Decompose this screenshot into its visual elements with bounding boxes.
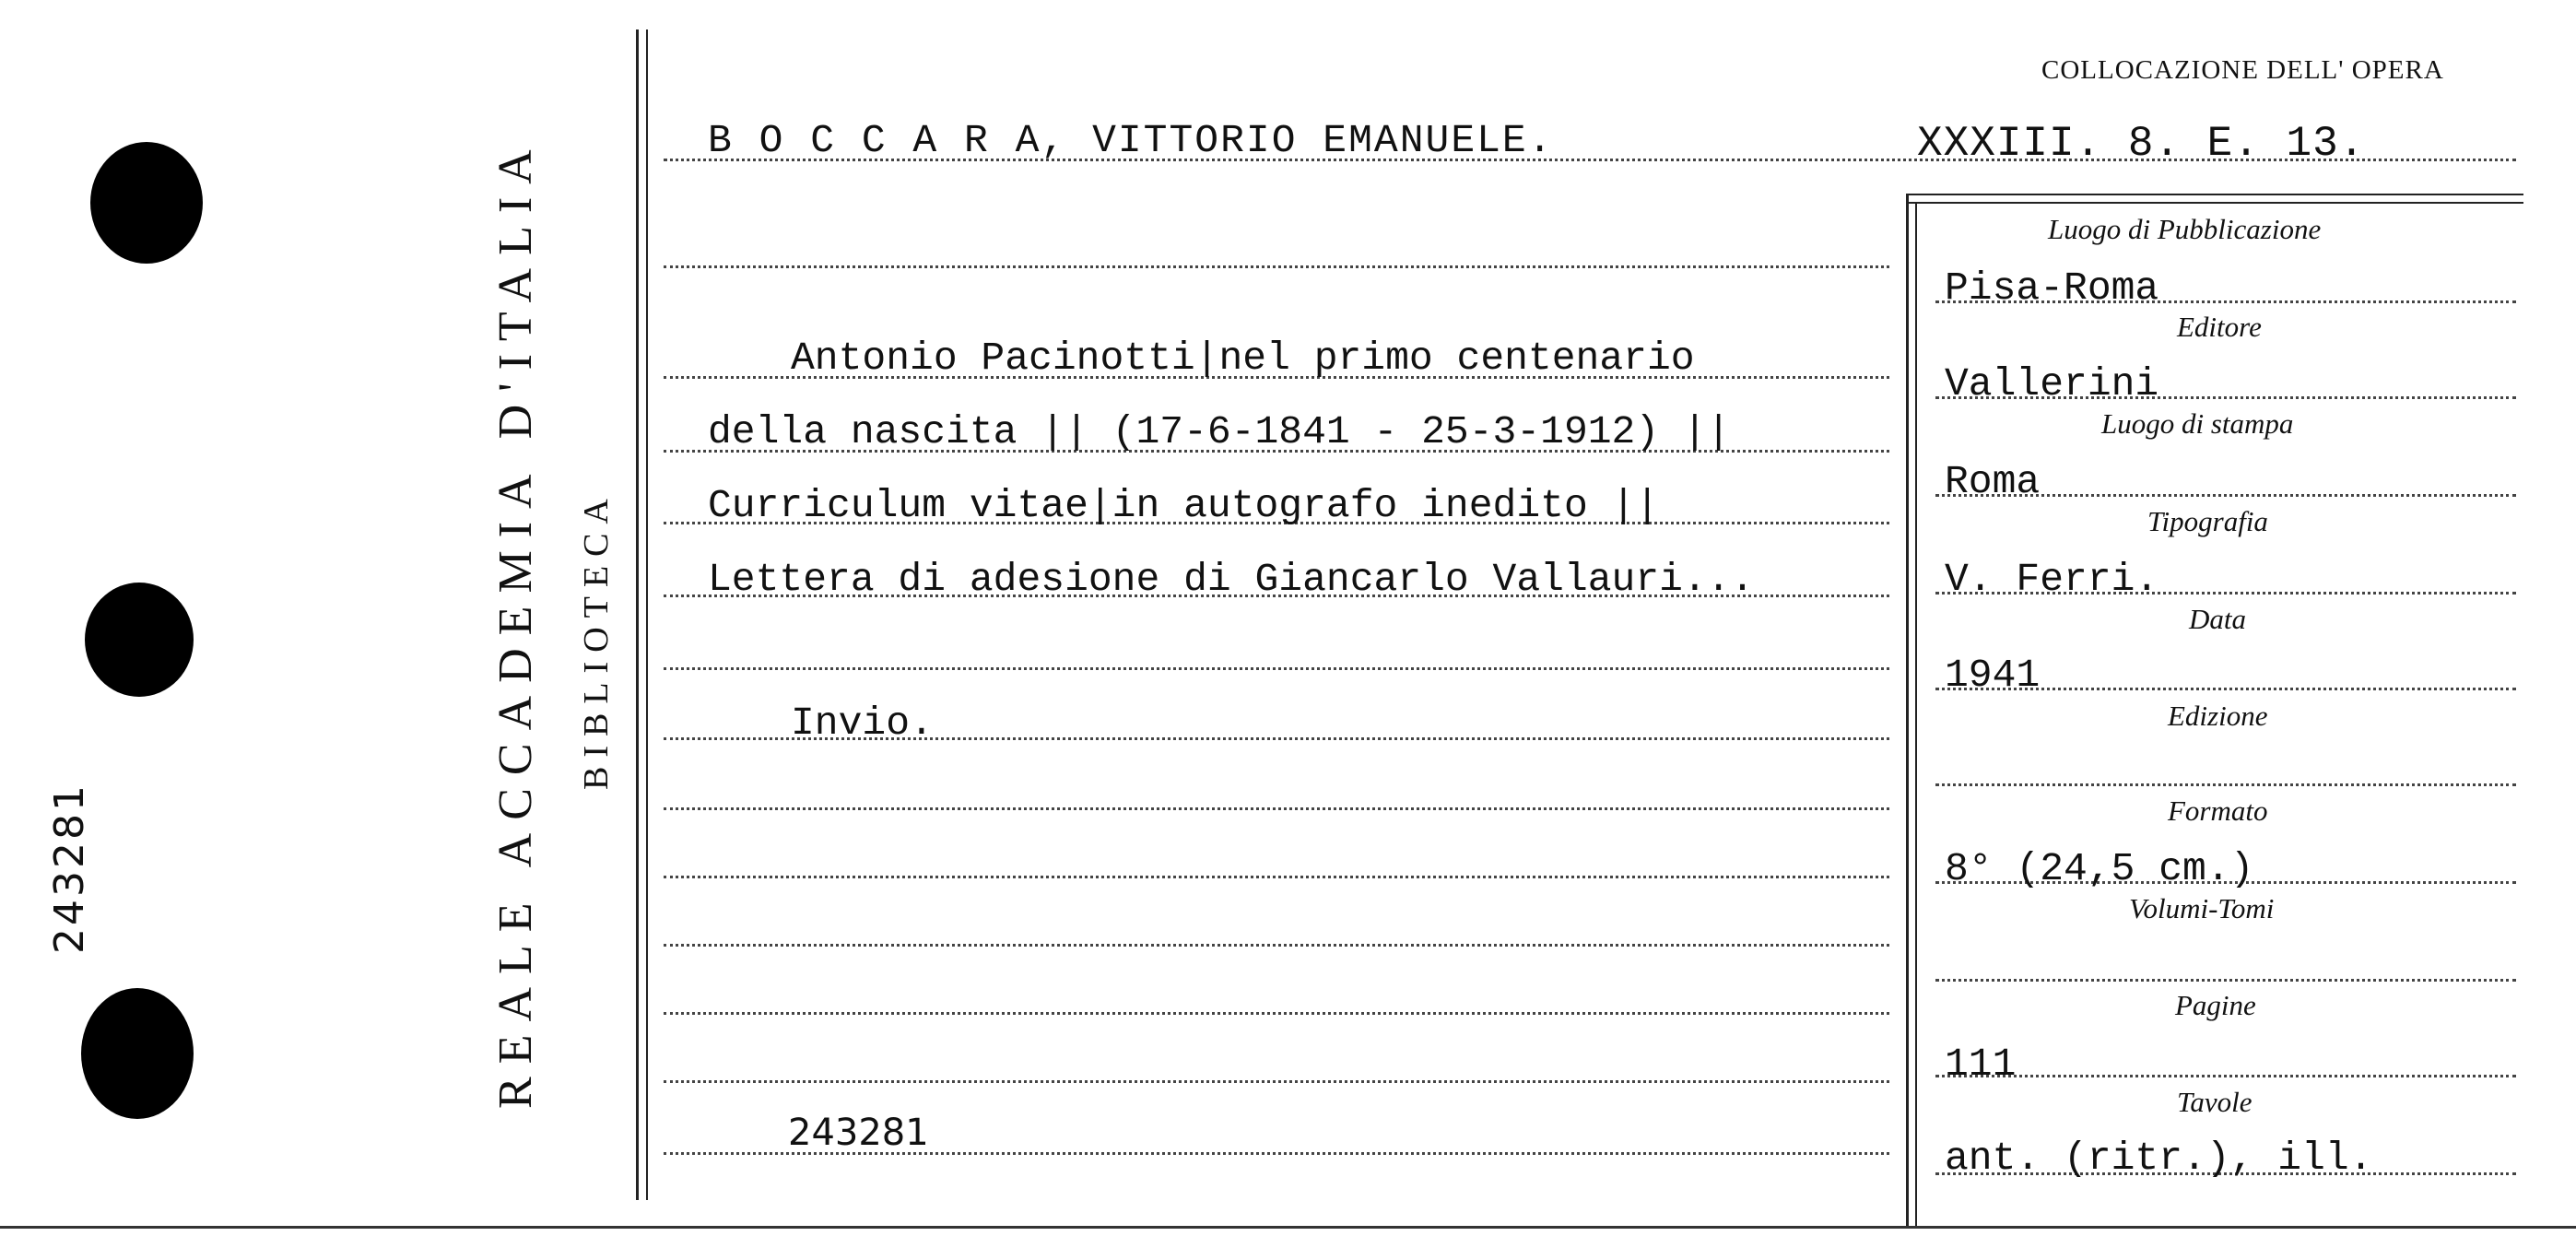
- field-box-border: [1915, 202, 1917, 1226]
- plates-value: ant. (ritr.), ill.: [1945, 1136, 2373, 1181]
- dotted-line: [664, 944, 1889, 947]
- date-label: Data: [2189, 603, 2246, 635]
- dotted-line: [664, 1012, 1889, 1015]
- punch-hole: [90, 142, 203, 264]
- volumes-label: Volumi-Tomi: [2129, 892, 2275, 924]
- title-line: Lettera di adesione di Giancarlo Vallauri...: [708, 557, 1755, 602]
- bottom-rule: [0, 1226, 2576, 1229]
- print-place-label: Luogo di stampa: [2101, 407, 2294, 440]
- printer-value: V. Ferri.: [1945, 557, 2159, 602]
- print-place-value: Roma: [1945, 459, 2041, 504]
- publisher-value: Vallerini: [1945, 361, 2159, 406]
- pages-value: 111: [1945, 1042, 2017, 1087]
- plates-label: Tavole: [2177, 1086, 2253, 1118]
- margin-rule: [646, 29, 648, 1200]
- format-value: 8° (24,5 cm.): [1945, 846, 2254, 891]
- dotted-line: [1935, 979, 2516, 982]
- date-value: 1941: [1945, 653, 2041, 698]
- dotted-line: [664, 876, 1889, 878]
- institution-name: REALE ACCADEMIA D'ITALIA: [489, 136, 542, 1109]
- dotted-line: [1935, 1075, 2516, 1077]
- punch-hole: [81, 988, 194, 1119]
- collocation-label: COLLOCAZIONE DELL' OPERA: [2041, 55, 2444, 85]
- edition-label: Edizione: [2168, 700, 2268, 732]
- accession-number: 243281: [788, 1112, 929, 1154]
- title-line: Antonio Pacinotti|nel primo centenario: [791, 335, 1695, 381]
- title-line: della nascita || (17-6-1841 - 25-3-1912) ||: [708, 409, 1731, 454]
- margin-rule: [636, 29, 639, 1200]
- dotted-line: [664, 1080, 1889, 1083]
- accession-number-vertical: 243281: [46, 783, 93, 954]
- field-box-border: [1906, 194, 1909, 1226]
- dotted-line: [664, 667, 1889, 670]
- format-label: Formato: [2168, 795, 2268, 827]
- dotted-line: [1935, 783, 2516, 786]
- publisher-label: Editore: [2177, 311, 2262, 343]
- pages-label: Pagine: [2175, 989, 2256, 1021]
- department-name: BIBLIOTECA: [577, 489, 616, 790]
- note-text: Invio.: [791, 700, 934, 746]
- author-heading: B O C C A R A, VITTORIO EMANUELE.: [708, 118, 1554, 163]
- shelfmark: XXXIII. 8. E. 13.: [1917, 120, 2366, 168]
- place-label: Luogo di Pubblicazione: [2048, 213, 2322, 245]
- punch-hole: [85, 583, 194, 697]
- printer-label: Tipografia: [2147, 505, 2268, 537]
- place-value: Pisa-Roma: [1945, 265, 2159, 311]
- field-box-border: [1906, 194, 2523, 195]
- dotted-line: [664, 807, 1889, 810]
- title-line: Curriculum vitae|in autografo inedito ||: [708, 483, 1660, 528]
- field-box-border: [1906, 202, 2523, 204]
- dotted-line: [664, 265, 1889, 268]
